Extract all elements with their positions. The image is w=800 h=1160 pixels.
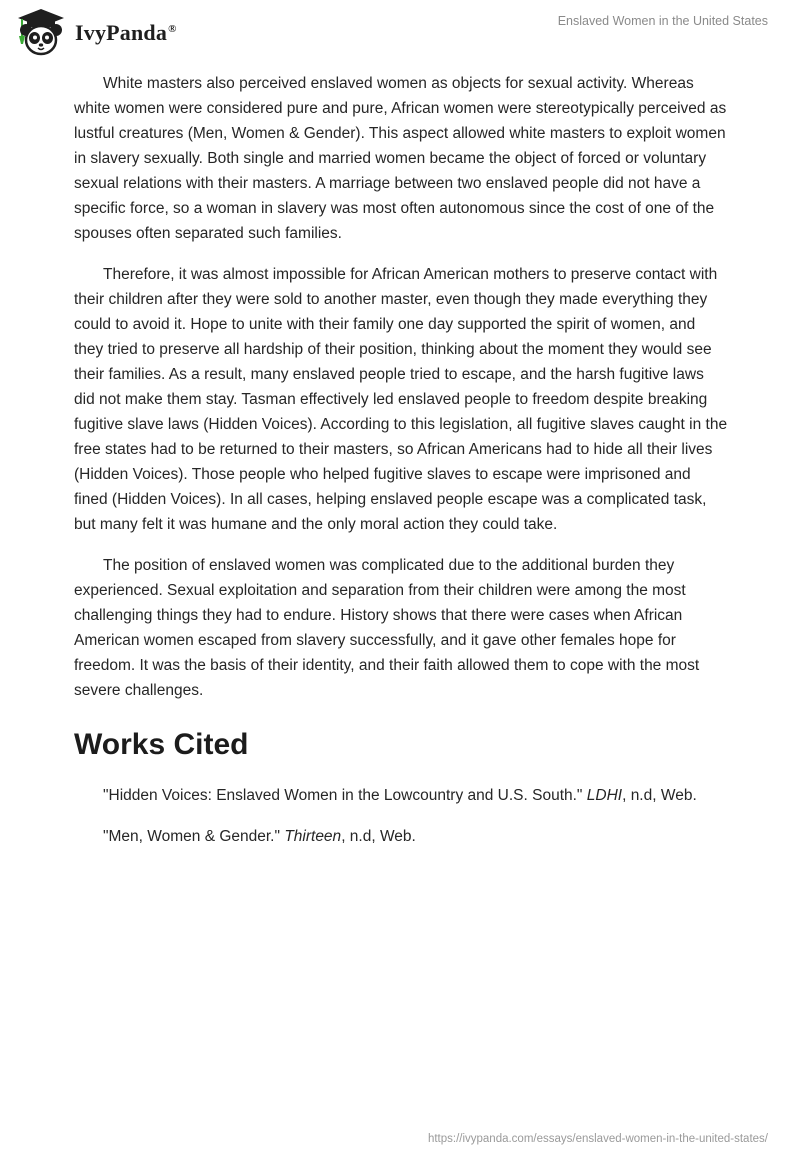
citation-source-title: LDHI bbox=[586, 787, 623, 804]
essay-content bbox=[74, 71, 728, 865]
citation-entry: "Men, Women & Gender." Thirteen, n.d, Web. bbox=[103, 828, 416, 845]
body-paragraph: White masters also perceived enslaved women as objects for sexual activity. Whereas white women were considered pure and pure, African women were stereotypically perceived as lustful creatures (Men, Women & Gender). This aspect allowed white masters to exploit women in slavery sexually. Both single and married women became the object of forced or voluntary sexual relations with their masters. A marriage between two enslaved people did not have a specific force, so a woman in slavery was most often autonomous since the cost of one of the spouses often separated such families. bbox=[74, 75, 727, 242]
works-cited-heading: Works Cited bbox=[74, 728, 249, 761]
brand-name: IvyPanda® bbox=[75, 20, 177, 45]
citation-source-title: Thirteen bbox=[284, 828, 342, 845]
citation-entry: "Hidden Voices: Enslaved Women in the Lowcountry and U.S. South." LDHI, n.d, Web. bbox=[103, 787, 697, 804]
registered-mark: ® bbox=[168, 22, 177, 35]
body-paragraph: The position of enslaved women was complicated due to the additional burden they experienced. Sexual exploitation and separation from their children were among the most challenging things they had to endure. History shows that there were cases when African American women escaped from slavery successfully, and it gave other females hope for freedom. It was the basis of their identity, and their faith allowed them to cope with the most severe challenges. bbox=[74, 557, 700, 699]
running-title: Enslaved Women in the United States bbox=[557, 14, 768, 28]
panda-graduate-icon bbox=[14, 8, 68, 58]
source-url[interactable]: https://ivypanda.com/essays/enslaved-women-in-the-united-states/ bbox=[427, 1133, 768, 1145]
body-paragraph: Therefore, it was almost impossible for African American mothers to preserve contact with their children after they were sold to another master, even though they made everything they could to avoid it. Hope to unite with their family one day supported the spirit of women, and they tried to preserve all hardship of their position, thinking about the moment they would see their families. As a result, many enslaved people tried to escape, and the harsh fugitive laws did not make them stay. Tasman effectively led enslaved people to freedom despite breaking fugitive slave laws (Hidden Voices). According to this legislation, all fugitive slaves caught in the free states had to be returned to their masters, so African Americans had to hide all their lives (Hidden Voices). Those people who helped fugitive slaves to escape were imprisoned and fined (Hidden Voices). In all cases, helping enslaved people escape was a complicated task, but many felt it was humane and the only moral action they could take. bbox=[74, 266, 728, 533]
ivypanda-logo[interactable] bbox=[14, 8, 177, 58]
page-header bbox=[0, 0, 800, 62]
